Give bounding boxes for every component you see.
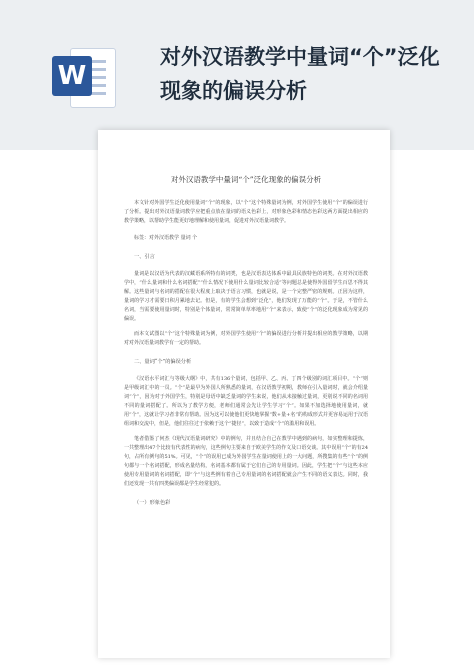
subsection-heading: （一）形象色彩: [134, 500, 171, 506]
body-paragraph: 量词是以汉语为代表的汉藏语系所特有的词类，也是汉语表达体系中最具民族特色的词类。在对外汉语教学中，“什么量词和什么名词搭配”“什么情况下使用什么量词比较合适”等问题总是使得外国留学生百思不得其解。这些量词与名词的搭配在很大程度上取决于语言习惯，也就是说，是一个完整严密的规则。正因为这样，量词的学习才需要日积月累地去记。但是，有的学生会想到“泛化”，他们发现了万能的“个”。于是，不管什么名词，当需要使用量词时，特别是个体量词，常常简单草率地用“个”来表示，致使“个”的泛化现象成为常见的偏误。: [124, 271, 368, 322]
document-preview-page[interactable]: [98, 130, 390, 658]
word-document-icon: [52, 46, 114, 110]
abstract-paragraph: 本文针对外国学生泛化使用量词“个”的现象，以“个”这个特殊量词为例，对外国学生使用“个”的偏误进行了分析。提出对外汉语量词教学应把重点放在量词的语义色彩上，对形象色彩和情态色彩这两方面提出相应的教学策略，以帮助学生能更好地理解和使用量词，促进对外汉语量词教学。: [124, 200, 368, 224]
section-heading: 二、量词“个”的偏误分析: [134, 359, 192, 365]
section-heading: 一、引言: [134, 254, 155, 260]
paper-title: 对外汉语教学中量词“个”泛化现象的偏误分析: [170, 175, 322, 184]
body-paragraph: 笔者借鉴了何杰《现代汉语量词研究》中的例句，并且结合自己在教学中遇到的病句，如实整理和提炼，一共整理出47个比较有代表性的病句，这些例句主要来自于欧美学生的作文及口语交谈。其中误用“个”的有24句，占所有例句的51%。可见，“个”的误用已成为外国学生在量词使用上的一大问题，所搜集的有些“个”的例句都与一个名词搭配，形成名量结构，名词基本都有属于它们自己的专用量词。因此，学生把“个”与这些本应使用专用量词的名词搭配，即“个”与这些例有着自己专用量词的名词搭配就会产生不同的语义表达。同时，我们还发现一共有四类偏误都是学生经常犯的。: [124, 436, 368, 487]
word-badge: W: [52, 56, 92, 96]
keywords-line: 标签：对外汉语教学 量词 个: [134, 235, 198, 241]
document-title: 对外汉语教学中量词“个”泛化现象的偏误分析: [160, 45, 440, 103]
body-paragraph: 而本文试图以“个”这个特殊量词为例，对外国学生使用“个”的偏误进行分析并提出相应的教学策略，以期对对外汉语量词教学有一定的帮助。: [124, 331, 368, 346]
body-paragraph: 《汉语水平词汇与等级大纲》中，共有136个量词，包括甲、乙、丙、丁四个级别的词汇项目中。“个”则是甲级词汇中的一员。“个”是最早为外国人所熟悉的量词，在汉语教学初期，教师在引入量词时，就会介绍量词“个”，因为对于外国学生，特别是母语中缺乏量词的学生来说，他们从未接触过量词，更别说不同的名词用不同的量词搭配了。所以为了教学方便，老师们通常会先让学生学习“个”。如果不加选择地使用量词，就用“个”，这就让学习者非常有帮助。因为这可以使他们更快地掌握“数+量+名”的构成形式并更容易运用于汉语组词和交流中，但是，他们往往过于依赖于这个“捷径”，以致于造成“个”的滥用和误用。: [124, 376, 368, 427]
